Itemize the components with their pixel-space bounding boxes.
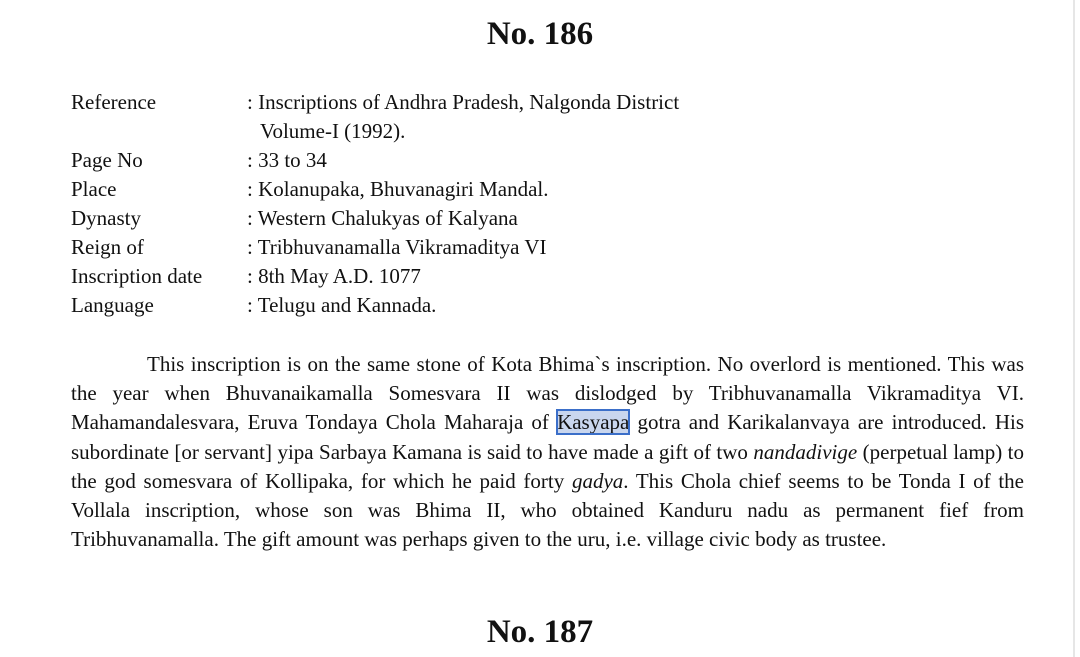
entry-number-heading: No. 186 xyxy=(486,16,594,52)
metadata-row-dynasty xyxy=(71,204,679,233)
body-text-part[interactable]: (perpetual lamp) to the god somesvara of Kollipaka, for which he paid forty xyxy=(71,439,1024,493)
metadata-value: : Telugu and Kannada. xyxy=(247,293,437,317)
page-edge-divider xyxy=(1073,0,1075,657)
body-text-part[interactable]: This inscription is on the same stone of Kota Bhima`s inscription. No overlord is mentioned. This was the year when Bhuvanaikamalla Somesvara II was dislodged by Tribhuvanamalla Vikramaditya VI. Mahamandalesvara, Eruva Tondaya Chola Maharaja of xyxy=(71,352,1024,435)
metadata-row-inscription-date xyxy=(71,262,679,291)
metadata-label: Inscription date xyxy=(71,264,203,288)
body-text-part[interactable]: gotra and Karikalanvaya are introduced. His subordinate [or servant] yipa Sarbaya Kamana is said to have made a gift of two xyxy=(71,410,1024,464)
metadata-value: : Tribhuvanamalla Vikramaditya VI xyxy=(247,235,547,259)
metadata-value: : 8th May A.D. 1077 xyxy=(247,264,421,288)
metadata-label: Reference xyxy=(71,90,157,114)
italic-term[interactable]: gadya xyxy=(571,468,624,493)
italic-term[interactable]: nandadivige xyxy=(753,439,858,464)
metadata-value: : Kolanupaka, Bhuvanagiri Mandal. xyxy=(247,177,549,201)
metadata-label: Language xyxy=(71,293,154,317)
metadata-label: Reign of xyxy=(71,235,144,259)
metadata-table xyxy=(71,88,679,320)
inscription-description[interactable] xyxy=(71,350,1024,554)
metadata-value: : 33 to 34 xyxy=(247,148,327,172)
metadata-label: Place xyxy=(71,177,117,201)
reference-value: : Inscriptions of Andhra Pradesh, Nalgonda District xyxy=(247,90,680,114)
selected-text-highlight[interactable]: Kasyapa xyxy=(557,410,630,435)
body-text-part[interactable]: . This Chola chief seems to be Tonda I of the Vollala inscription, whose son was Bhima II, who obtained Kanduru nadu as permanent fief from Tribhuvanamalla. The gift amount was perhaps given to the uru, i.e. village civic body as trustee. xyxy=(71,468,1024,552)
metadata-row-page-no xyxy=(71,146,679,175)
metadata-row-place xyxy=(71,175,679,204)
reference-continuation: Volume-I (1992). xyxy=(260,119,406,143)
metadata-value xyxy=(247,88,679,146)
metadata-value: : Western Chalukyas of Kalyana xyxy=(247,206,518,230)
metadata-label: Dynasty xyxy=(71,206,141,230)
next-entry-number-heading: No. 187 xyxy=(486,614,594,650)
metadata-row-language xyxy=(71,291,679,320)
metadata-row-reference xyxy=(71,88,679,146)
metadata-row-reign xyxy=(71,233,679,262)
metadata-label: Page No xyxy=(71,148,143,172)
